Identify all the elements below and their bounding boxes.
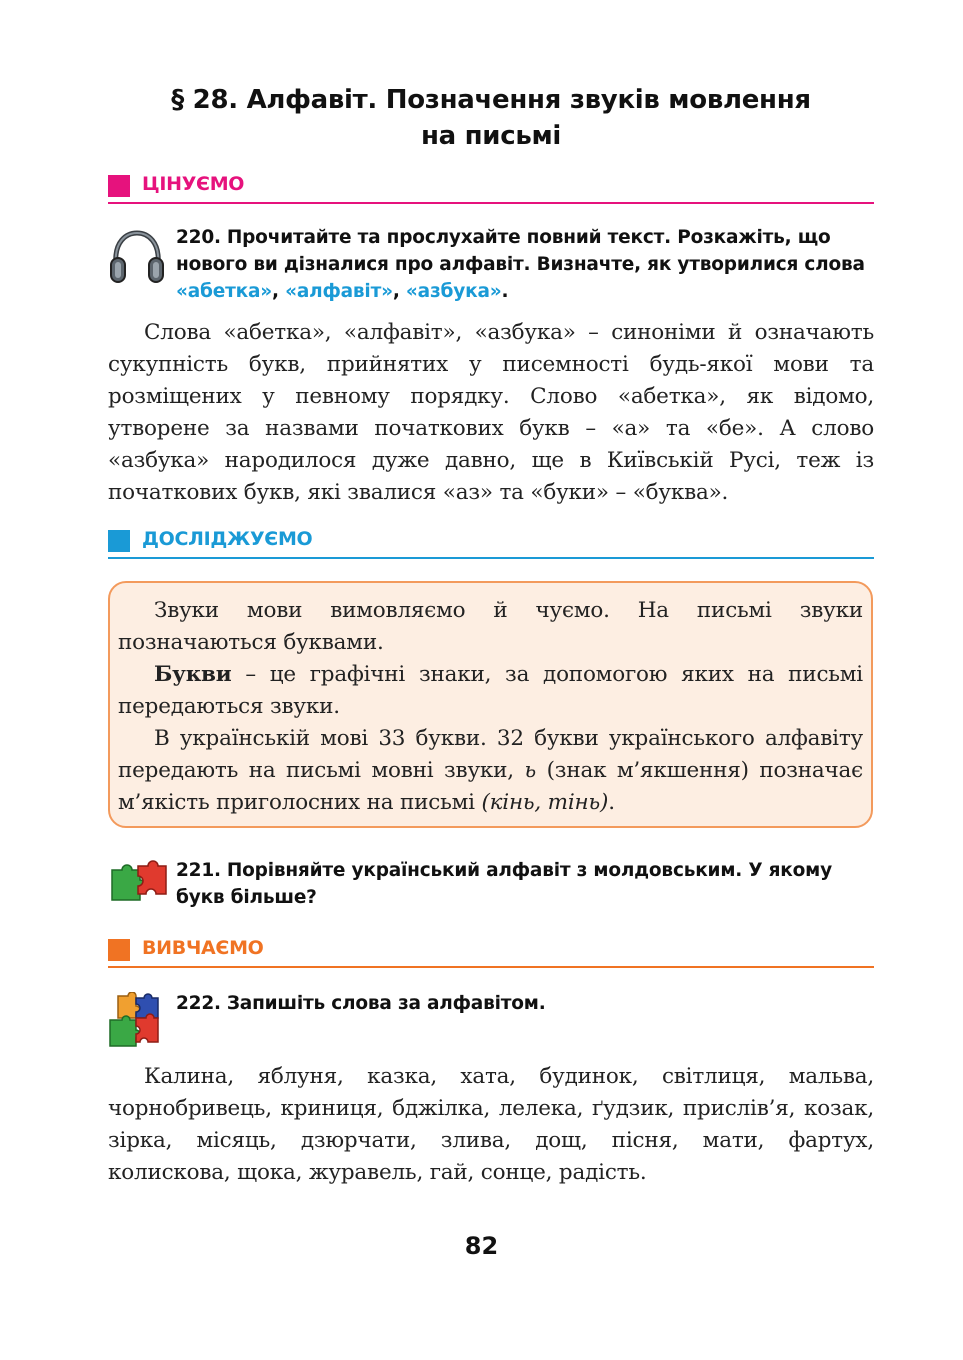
page-title (108, 82, 874, 154)
puzzle-icon (108, 992, 166, 1055)
headphones-icon (108, 228, 166, 291)
rule-text (118, 595, 863, 819)
task-number: 222. (176, 993, 221, 1014)
section-label: ВИВЧАЄМО (142, 937, 264, 959)
period: . (501, 281, 509, 302)
term-bold: Букви (154, 662, 232, 687)
rule-text-part: (знак м’якшення) позначає м’якість приголосних на письмі (118, 758, 863, 815)
task-number: 220. (176, 227, 221, 248)
section-label: ЦІНУЄМО (142, 173, 245, 195)
highlight-word: «азбука» (405, 281, 502, 302)
highlight-word: «абетка» (176, 281, 273, 302)
soft-sign: ь (524, 758, 537, 783)
separator: , (272, 281, 279, 302)
section-header-value (108, 172, 874, 204)
section-marker-square (108, 939, 130, 961)
task-text: Запишіть слова за алфавітом. (226, 993, 546, 1014)
title-line-2: на письмі (420, 121, 562, 151)
task-text: Прочитайте та прослухайте повний текст. Розкажіть, що нового ви дізналися про алфавіт. Визначте, як утворилися слова (176, 227, 865, 275)
task-text: Порівняйте український алфавіт з молдовським. У якому букв більше? (176, 860, 832, 908)
rule-text-part: В українській мові 33 букви. 32 букви українського алфавіту передають на письмі мовні звуки, (118, 726, 863, 783)
word-list (108, 1061, 874, 1189)
reading-text (108, 317, 874, 509)
rule-box (108, 581, 873, 828)
page-number: 82 (464, 1232, 499, 1260)
period: . (608, 790, 615, 815)
rule-paragraph-2 (118, 659, 863, 723)
section-marker-square (108, 175, 130, 197)
reading-paragraph: Слова «абетка», «алфавіт», «азбука» – синоніми й означають сукупність букв, прийнятих у писемності будь-якої мови та розміщених у певному порядку. Слово «абетка», як відомо, утворене за назвами початкових букв – «а» та «бе». А слово «азбука» народилося дуже давно, ще в Київській Русі, теж із початкових букв, які звалися «аз» та «буки» – «буква». (108, 320, 874, 505)
task-222 (176, 990, 876, 1017)
definition-text: – це графічні знаки, за допомогою яких на письмі передаються звуки. (118, 662, 863, 719)
separator: , (392, 281, 400, 302)
section-header-research (108, 527, 874, 559)
example-words: (кінь, тінь) (481, 790, 609, 815)
task-number: 221. (176, 860, 221, 881)
task-221 (176, 857, 876, 911)
section-label: ДОСЛІДЖУЄМО (142, 528, 313, 550)
puzzle-icon (108, 860, 170, 909)
word-list-paragraph: Калина, яблуня, казка, хата, будинок, світлиця, мальва, чорнобривець, криниця, бджілка, лелека, ґудзик, прислів’я, козак, зірка, місяць, дзюрчати, злива, дощ, пісня, мати, фартух, колискова, щока, журавель, гай, сонце, радість. (108, 1064, 874, 1185)
highlight-word: «алфавіт» (285, 281, 393, 302)
rule-paragraph-3 (118, 723, 863, 819)
section-header-study (108, 936, 874, 968)
section-marker-square (108, 530, 130, 552)
title-line-1: § 28. Алфавіт. Позначення звуків мовлення (171, 85, 811, 115)
task-220 (176, 224, 876, 305)
rule-paragraph-1: Звуки мови вимовляємо й чуємо. На письмі звуки позначаються буквами. (118, 598, 863, 655)
